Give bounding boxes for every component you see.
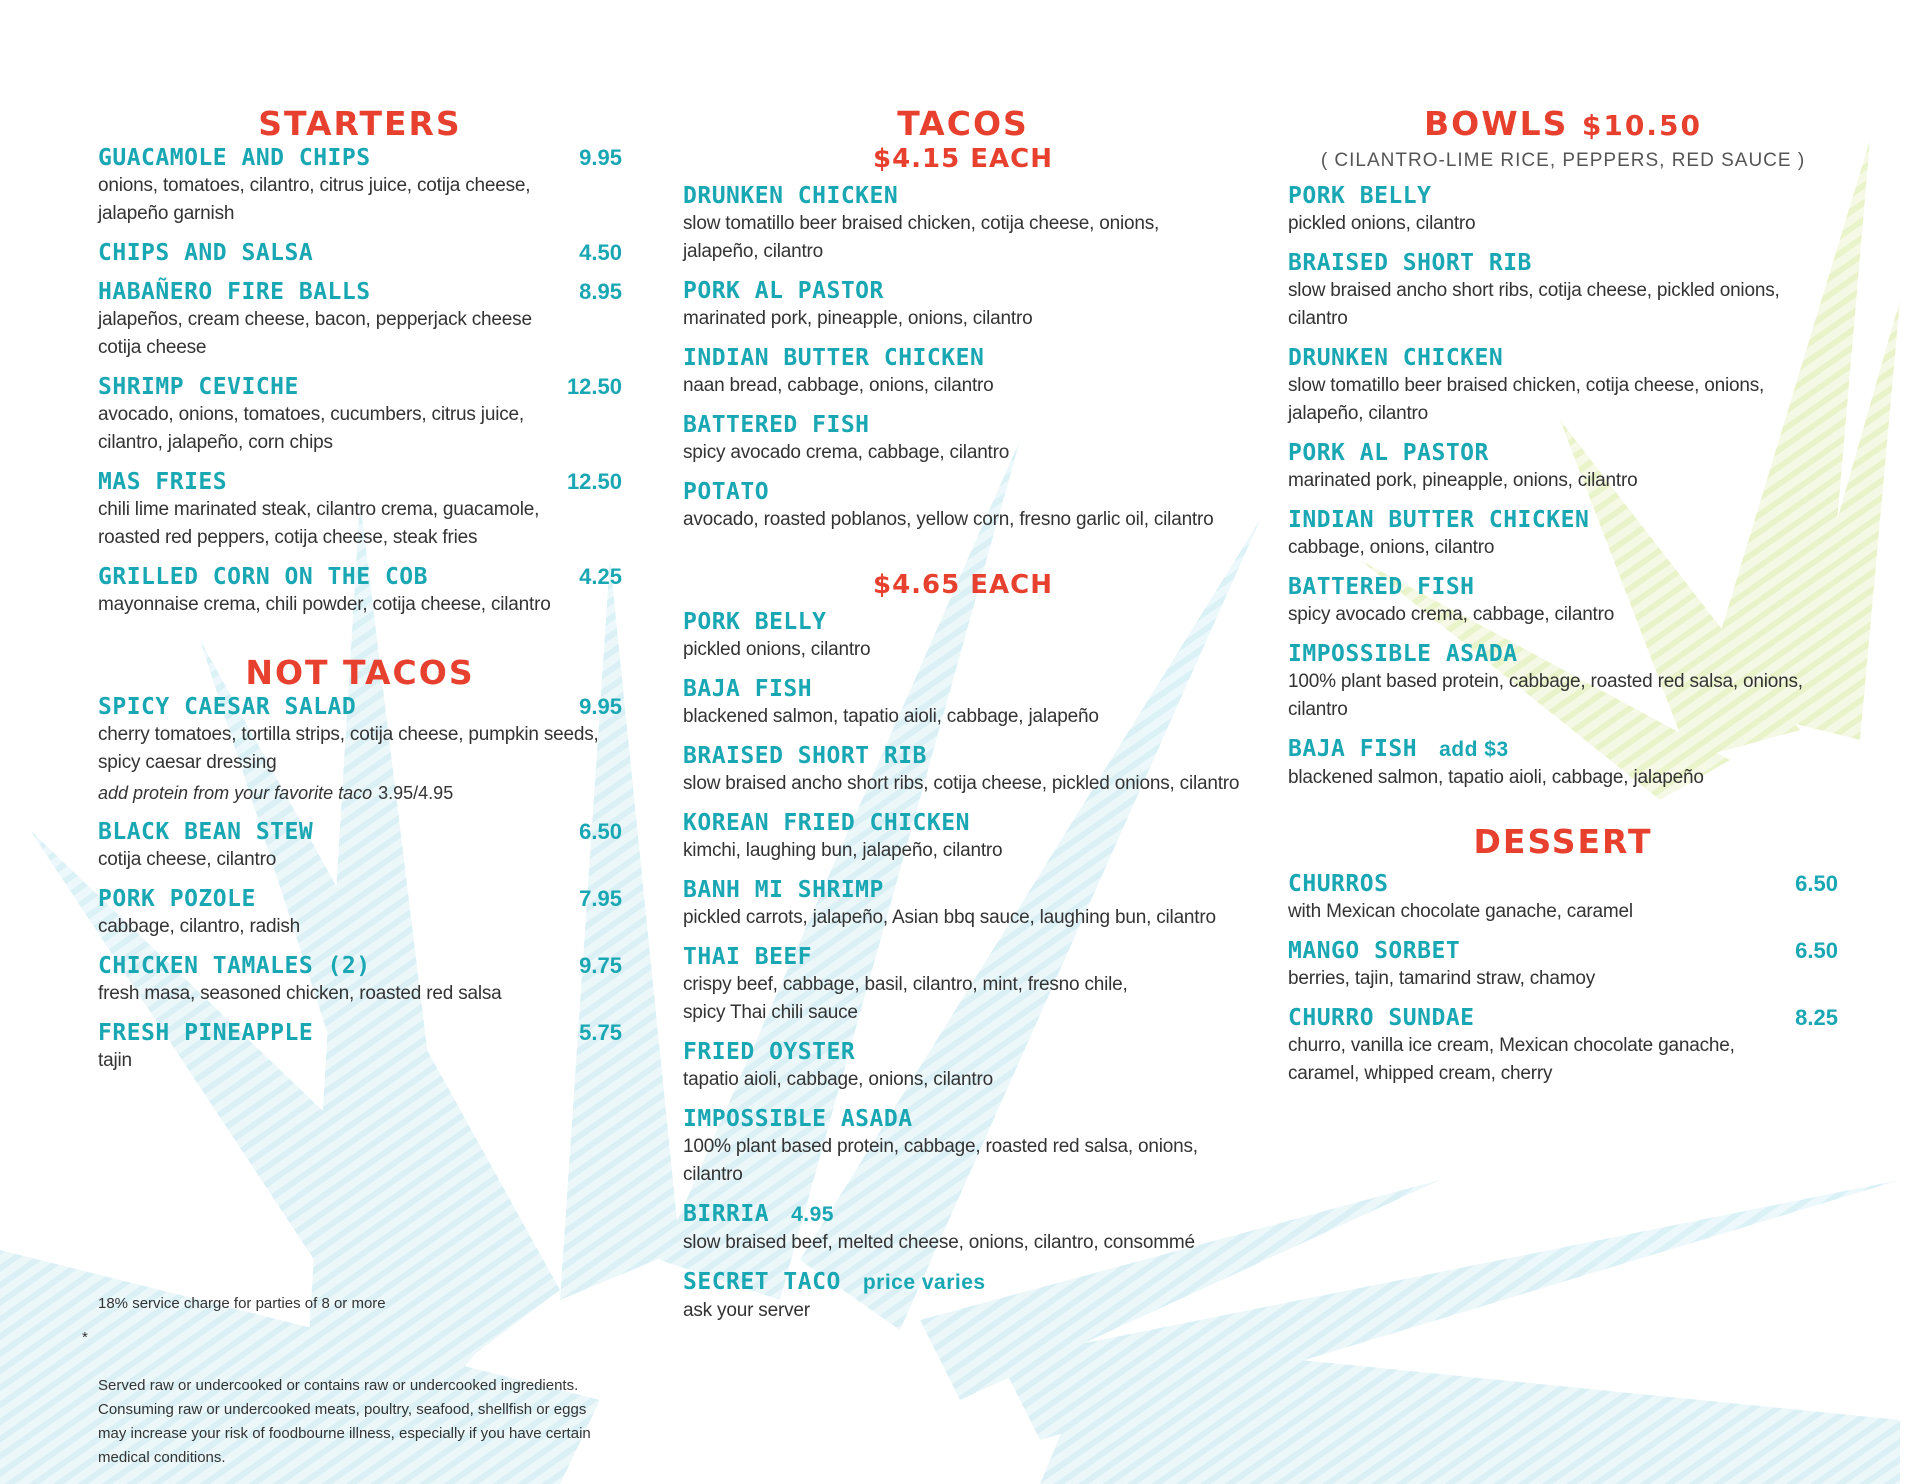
dessert-list — [1288, 870, 1838, 1088]
allergy-disclaimer — [82, 1326, 598, 1470]
menu-item-description: avocado, roasted poblanos, yellow corn, fresno garlic oil, cilantro — [683, 509, 1214, 530]
menu-item-description: chili lime marinated steak, cilantro crema, guacamole, roasted red peppers, cotija cheese, steak fries — [98, 499, 540, 548]
section-title-not-tacos: NOT TACOS — [245, 653, 475, 692]
menu-item — [98, 885, 622, 941]
menu-item — [1288, 249, 1838, 333]
menu-item — [98, 563, 622, 619]
menu-item-description: 100% plant based protein, cabbage, roasted red salsa, onions, cilantro — [1288, 671, 1803, 720]
dessert-section — [1288, 822, 1838, 1088]
menu-item-name: CHURRO SUNDAE — [1288, 1005, 1475, 1031]
menu-item-name: DRUNKEN CHICKEN — [683, 183, 899, 209]
left-column — [98, 104, 622, 1105]
menu-item-description: jalapeños, cream cheese, bacon, pepperjack cheese cotija cheese — [98, 309, 532, 358]
menu-item-name: MANGO SORBET — [1288, 938, 1461, 964]
menu-item-name: FRIED OYSTER — [683, 1039, 856, 1065]
menu-item — [1288, 573, 1838, 629]
menu-item — [1288, 344, 1838, 428]
menu-item-name-group — [1288, 249, 1532, 277]
addon-note-price: 3.95/4.95 — [378, 783, 454, 803]
menu-item-header — [98, 144, 622, 172]
menu-item-name-group — [98, 1019, 313, 1047]
menu-item-name: PORK AL PASTOR — [1288, 440, 1489, 466]
menu-item-name-group — [1288, 573, 1475, 601]
menu-item-description: cotija cheese, cilantro — [98, 849, 277, 870]
menu-item-name-group — [683, 943, 812, 971]
menu-item-name-group — [1288, 182, 1431, 210]
menu-item-name-group — [98, 563, 428, 591]
menu-item-header — [683, 277, 1243, 305]
menu-item-price: 9.75 — [579, 953, 622, 978]
menu-item-price: 9.95 — [579, 694, 622, 719]
menu-item-description: naan bread, cabbage, onions, cilantro — [683, 375, 994, 396]
menu-item-header — [683, 608, 1243, 636]
menu-item-name-group — [683, 809, 970, 837]
menu-item-name-group — [683, 478, 769, 506]
menu-item-description: churro, vanilla ice cream, Mexican chocolate ganache, caramel, whipped cream, cherry — [1288, 1035, 1735, 1084]
menu-item-name-group — [683, 277, 884, 305]
menu-item-header — [98, 468, 622, 496]
menu-item-description: pickled carrots, jalapeño, Asian bbq sauce, laughing bun, cilantro — [683, 907, 1216, 928]
menu-item-name: PORK BELLY — [1288, 183, 1432, 209]
menu-item-name: HABAÑERO FIRE BALLS — [98, 279, 371, 305]
menu-item-header — [98, 1019, 622, 1047]
menu-item-description: with Mexican chocolate ganache, caramel — [1288, 901, 1633, 922]
tacos-section — [683, 104, 1243, 534]
menu-item-price: 8.25 — [1795, 1005, 1838, 1030]
menu-item — [98, 373, 622, 457]
menu-item-name-group — [683, 344, 984, 372]
tacos-price-subtitle: $4.15 EACH — [872, 144, 1053, 174]
menu-item-header — [683, 742, 1243, 770]
menu-item-name: SHRIMP CEVICHE — [98, 374, 299, 400]
bowls-title-price: $10.50 — [1581, 109, 1702, 142]
menu-item-header — [683, 1038, 1243, 1066]
menu-item-price: 6.50 — [1795, 871, 1838, 896]
menu-item-inline-price: 4.95 — [791, 1203, 834, 1226]
menu-item-header — [683, 675, 1243, 703]
menu-item-description: onions, tomatoes, cilantro, citrus juice, cotija cheese, jalapeño garnish — [98, 175, 531, 224]
menu-item-name-group — [683, 411, 870, 439]
menu-item-name: FRESH PINEAPPLE — [98, 1020, 314, 1046]
menu-item-header — [683, 809, 1243, 837]
menu-item-header — [683, 344, 1243, 372]
menu-item-name-group — [98, 693, 356, 721]
menu-item — [98, 1019, 622, 1075]
menu-item-description: slow braised ancho short ribs, cotija cheese, pickled onions, cilantro — [1288, 280, 1780, 329]
menu-item-header — [98, 952, 622, 980]
menu-item — [683, 742, 1243, 798]
menu-item-name: SECRET TACO — [683, 1269, 841, 1295]
menu-item — [683, 1200, 1243, 1257]
menu-item-name-group — [683, 876, 884, 904]
menu-item-price: 12.50 — [566, 374, 622, 399]
menu-item-name-group — [98, 818, 313, 846]
menu-item-inline-price: price varies — [862, 1271, 986, 1294]
section-title-starters: STARTERS — [258, 104, 462, 143]
menu-item-name: BANH MI SHRIMP — [683, 877, 884, 903]
menu-item — [683, 1038, 1243, 1094]
menu-item — [683, 943, 1243, 1027]
menu-item-header — [683, 1105, 1243, 1133]
menu-item-header — [1288, 182, 1838, 210]
menu-item-description: marinated pork, pineapple, onions, cilantro — [1288, 470, 1638, 491]
menu-item-name: INDIAN BUTTER CHICKEN — [683, 345, 985, 371]
menu-item-description: cabbage, onions, cilantro — [1288, 537, 1495, 558]
menu-item-header — [1288, 937, 1838, 965]
starters-section — [98, 104, 622, 619]
menu-item-description: slow braised beef, melted cheese, onions, cilantro, consommé — [683, 1232, 1195, 1253]
menu-item-name-group — [683, 742, 927, 770]
menu-item — [1288, 870, 1838, 926]
menu-item — [683, 1105, 1243, 1189]
asterisk-marker: * — [82, 1329, 88, 1346]
menu-item-description: tajin — [98, 1050, 132, 1071]
menu-item-name-group — [98, 952, 371, 980]
menu-item-header — [1288, 344, 1838, 372]
menu-item-name: PORK BELLY — [683, 609, 827, 635]
menu-item-name-group — [98, 468, 227, 496]
menu-item-name: BAJA FISH — [683, 676, 813, 702]
menu-item-name: BATTERED FISH — [1288, 574, 1475, 600]
menu-item-name-group — [1288, 506, 1589, 534]
service-charge-note: 18% service charge for parties of 8 or more — [98, 1295, 386, 1312]
menu-item-name: GUACAMOLE AND CHIPS — [98, 145, 371, 171]
tacos-premium-list — [683, 608, 1243, 1325]
menu-item-header — [683, 182, 1243, 210]
menu-item-description: spicy avocado crema, cabbage, cilantro — [683, 442, 1010, 463]
middle-column — [683, 104, 1243, 1336]
bowls-section — [1288, 104, 1838, 792]
menu-item-description: slow braised ancho short ribs, cotija cheese, pickled onions, cilantro — [683, 773, 1240, 794]
menu-item-name-group — [98, 144, 371, 172]
menu-item-addon-note — [98, 779, 622, 807]
menu-item-price: 7.95 — [579, 886, 622, 911]
menu-item-header — [1288, 1004, 1838, 1032]
menu-item-description: slow tomatillo beer braised chicken, cotija cheese, onions, jalapeño, cilantro — [1288, 375, 1765, 424]
menu-item-description: avocado, onions, tomatoes, cucumbers, citrus juice, cilantro, jalapeño, corn chips — [98, 404, 524, 453]
menu-item — [683, 1268, 1243, 1325]
menu-item-name: INDIAN BUTTER CHICKEN — [1288, 507, 1590, 533]
starters-list — [98, 144, 622, 619]
menu-item-description: berries, tajin, tamarind straw, chamoy — [1288, 968, 1596, 989]
menu-item-name: DRUNKEN CHICKEN — [1288, 345, 1504, 371]
menu-item-name-group — [683, 182, 898, 210]
menu-item — [1288, 640, 1838, 724]
bowls-note: ( CILANTRO-LIME RICE, PEPPERS, RED SAUCE ) — [1320, 150, 1806, 171]
menu-item-name: POTATO — [683, 479, 770, 505]
menu-item-price: 12.50 — [566, 469, 622, 494]
menu-item-description: kimchi, laughing bun, jalapeño, cilantro — [683, 840, 1003, 861]
menu-item-description: pickled onions, cilantro — [1288, 213, 1476, 234]
menu-item-price: 5.75 — [579, 1020, 622, 1045]
menu-item — [1288, 182, 1838, 238]
menu-item-name-group — [683, 1200, 834, 1229]
menu-item-name: BIRRIA — [683, 1201, 770, 1227]
tacos-premium-price-subtitle: $4.65 EACH — [872, 570, 1053, 600]
section-title-bowls — [1288, 104, 1838, 146]
menu-item-description: cherry tomatoes, tortilla strips, cotija cheese, pumpkin seeds, spicy caesar dressing — [98, 724, 599, 773]
menu-item-name-group — [98, 278, 371, 306]
menu-item — [683, 411, 1243, 467]
menu-item-header — [683, 943, 1243, 971]
menu-item-name: BLACK BEAN STEW — [98, 819, 314, 845]
menu-item — [1288, 1004, 1838, 1088]
menu-item-name: BATTERED FISH — [683, 412, 870, 438]
menu-item-description: pickled onions, cilantro — [683, 639, 871, 660]
menu-item-header — [98, 818, 622, 846]
menu-item-header — [683, 478, 1243, 506]
menu-item — [683, 675, 1243, 731]
menu-item — [1288, 937, 1838, 993]
tacos-list — [683, 182, 1243, 534]
menu-item-name: MAS FRIES — [98, 469, 228, 495]
menu-item-name-group — [98, 885, 256, 913]
menu-item-name: CHIPS AND SALSA — [98, 240, 314, 266]
menu-item-name-group — [683, 675, 812, 703]
menu-item-header — [683, 411, 1243, 439]
menu-item — [683, 277, 1243, 333]
menu-item-price: 9.95 — [579, 145, 622, 170]
menu-item-description: crispy beef, cabbage, basil, cilantro, mint, fresno chile, spicy Thai chili sauce — [683, 974, 1128, 1023]
tacos-premium-section — [683, 570, 1243, 1325]
menu-item-description: spicy avocado crema, cabbage, cilantro — [1288, 604, 1615, 625]
menu-item-name-group — [1288, 439, 1489, 467]
menu-item — [1288, 439, 1838, 495]
menu-item-header — [1288, 870, 1838, 898]
menu-item-header — [1288, 573, 1838, 601]
menu-item-name-group — [683, 608, 826, 636]
menu-item-price: 4.25 — [579, 564, 622, 589]
menu-item-description: blackened salmon, tapatio aioli, cabbage, jalapeño — [683, 706, 1099, 727]
footer-notes — [82, 1292, 598, 1470]
menu-item-name: SPICY CAESAR SALAD — [98, 694, 357, 720]
menu-item-description: tapatio aioli, cabbage, onions, cilantro — [683, 1069, 993, 1090]
menu-item-description: blackened salmon, tapatio aioli, cabbage, jalapeño — [1288, 767, 1704, 788]
menu-item — [683, 182, 1243, 266]
menu-item-description: ask your server — [683, 1300, 810, 1321]
menu-item-header — [98, 239, 622, 267]
menu-item — [1288, 735, 1838, 792]
menu-item-header — [1288, 439, 1838, 467]
menu-item-price: 4.50 — [579, 240, 622, 265]
menu-item — [98, 278, 622, 362]
menu-item-description: marinated pork, pineapple, onions, cilantro — [683, 308, 1033, 329]
menu-item-name: IMPOSSIBLE ASADA — [1288, 641, 1518, 667]
menu-item-name: CHICKEN TAMALES (2) — [98, 953, 371, 979]
menu-item-name-group — [1288, 344, 1503, 372]
menu-item-header — [1288, 640, 1838, 668]
not-tacos-section — [98, 653, 622, 1075]
menu-item-description: cabbage, cilantro, radish — [98, 916, 301, 937]
menu-item-name: PORK POZOLE — [98, 886, 256, 912]
menu-item-name: PORK AL PASTOR — [683, 278, 884, 304]
menu-item-name-group — [1288, 870, 1388, 898]
menu-item-name-group — [683, 1268, 986, 1297]
menu-item-name: BAJA FISH — [1288, 736, 1418, 762]
menu-item-name: THAI BEEF — [683, 944, 813, 970]
menu-item — [98, 144, 622, 228]
menu-item-price: 6.50 — [1795, 938, 1838, 963]
menu-item — [1288, 506, 1838, 562]
menu-item-name-group — [98, 373, 299, 401]
menu-item-header — [683, 1200, 1243, 1229]
menu-item-name: GRILLED CORN ON THE COB — [98, 564, 428, 590]
menu-item-header — [98, 563, 622, 591]
menu-item-name-group — [98, 239, 313, 267]
menu-item — [98, 468, 622, 552]
menu-item-name: BRAISED SHORT RIB — [1288, 250, 1532, 276]
menu-item-name: IMPOSSIBLE ASADA — [683, 1106, 913, 1132]
menu-item — [683, 809, 1243, 865]
menu-item-description: slow tomatillo beer braised chicken, cotija cheese, onions, jalapeño, cilantro — [683, 213, 1160, 262]
addon-note-label: add protein from your favorite taco — [98, 783, 373, 803]
menu-item — [683, 608, 1243, 664]
menu-item — [98, 239, 622, 267]
menu-item — [683, 344, 1243, 400]
not-tacos-list — [98, 693, 622, 1075]
menu-item-name-group — [1288, 1004, 1475, 1032]
menu-item-header — [1288, 249, 1838, 277]
menu-item — [98, 818, 622, 874]
menu-item-name: CHURROS — [1288, 871, 1389, 897]
bowls-list — [1288, 182, 1838, 792]
right-column — [1288, 104, 1838, 1118]
menu-item-description: fresh masa, seasoned chicken, roasted red salsa — [98, 983, 502, 1004]
menu-item — [683, 478, 1243, 534]
menu-item-header — [683, 1268, 1243, 1297]
menu-item-description: mayonnaise crema, chili powder, cotija cheese, cilantro — [98, 594, 551, 615]
section-title-dessert: DESSERT — [1473, 822, 1653, 861]
menu-item-price: 6.50 — [579, 819, 622, 844]
menu-item-name: BRAISED SHORT RIB — [683, 743, 927, 769]
menu-item-name: KOREAN FRIED CHICKEN — [683, 810, 970, 836]
menu-item-header — [683, 876, 1243, 904]
menu-item-header — [98, 278, 622, 306]
menu-item — [683, 876, 1243, 932]
menu-item — [98, 952, 622, 1008]
menu-item-name-group — [1288, 735, 1509, 764]
menu-item-header — [98, 373, 622, 401]
menu-item — [98, 693, 622, 807]
allergy-disclaimer-text: Served raw or undercooked or contains raw or undercooked ingredients. Consuming raw or undercooked meats, poultry, seafood, shellfish or eggs may increase your risk of foodbourne illness, especially if you have certain medical conditions. — [98, 1377, 591, 1466]
bowls-title: BOWLS — [1424, 104, 1569, 143]
section-title-tacos: TACOS — [897, 104, 1029, 143]
menu-item-name-group — [683, 1105, 913, 1133]
menu-item-description: 100% plant based protein, cabbage, roasted red salsa, onions, cilantro — [683, 1136, 1198, 1185]
menu-item-inline-price: add $3 — [1439, 738, 1509, 761]
menu-item-header — [98, 885, 622, 913]
menu-item-name-group — [683, 1038, 855, 1066]
menu-item-header — [98, 693, 622, 721]
menu-item-price: 8.95 — [579, 279, 622, 304]
menu-item-header — [1288, 735, 1838, 764]
menu-item-name-group — [1288, 937, 1460, 965]
menu-item-name-group — [1288, 640, 1518, 668]
menu-item-header — [1288, 506, 1838, 534]
